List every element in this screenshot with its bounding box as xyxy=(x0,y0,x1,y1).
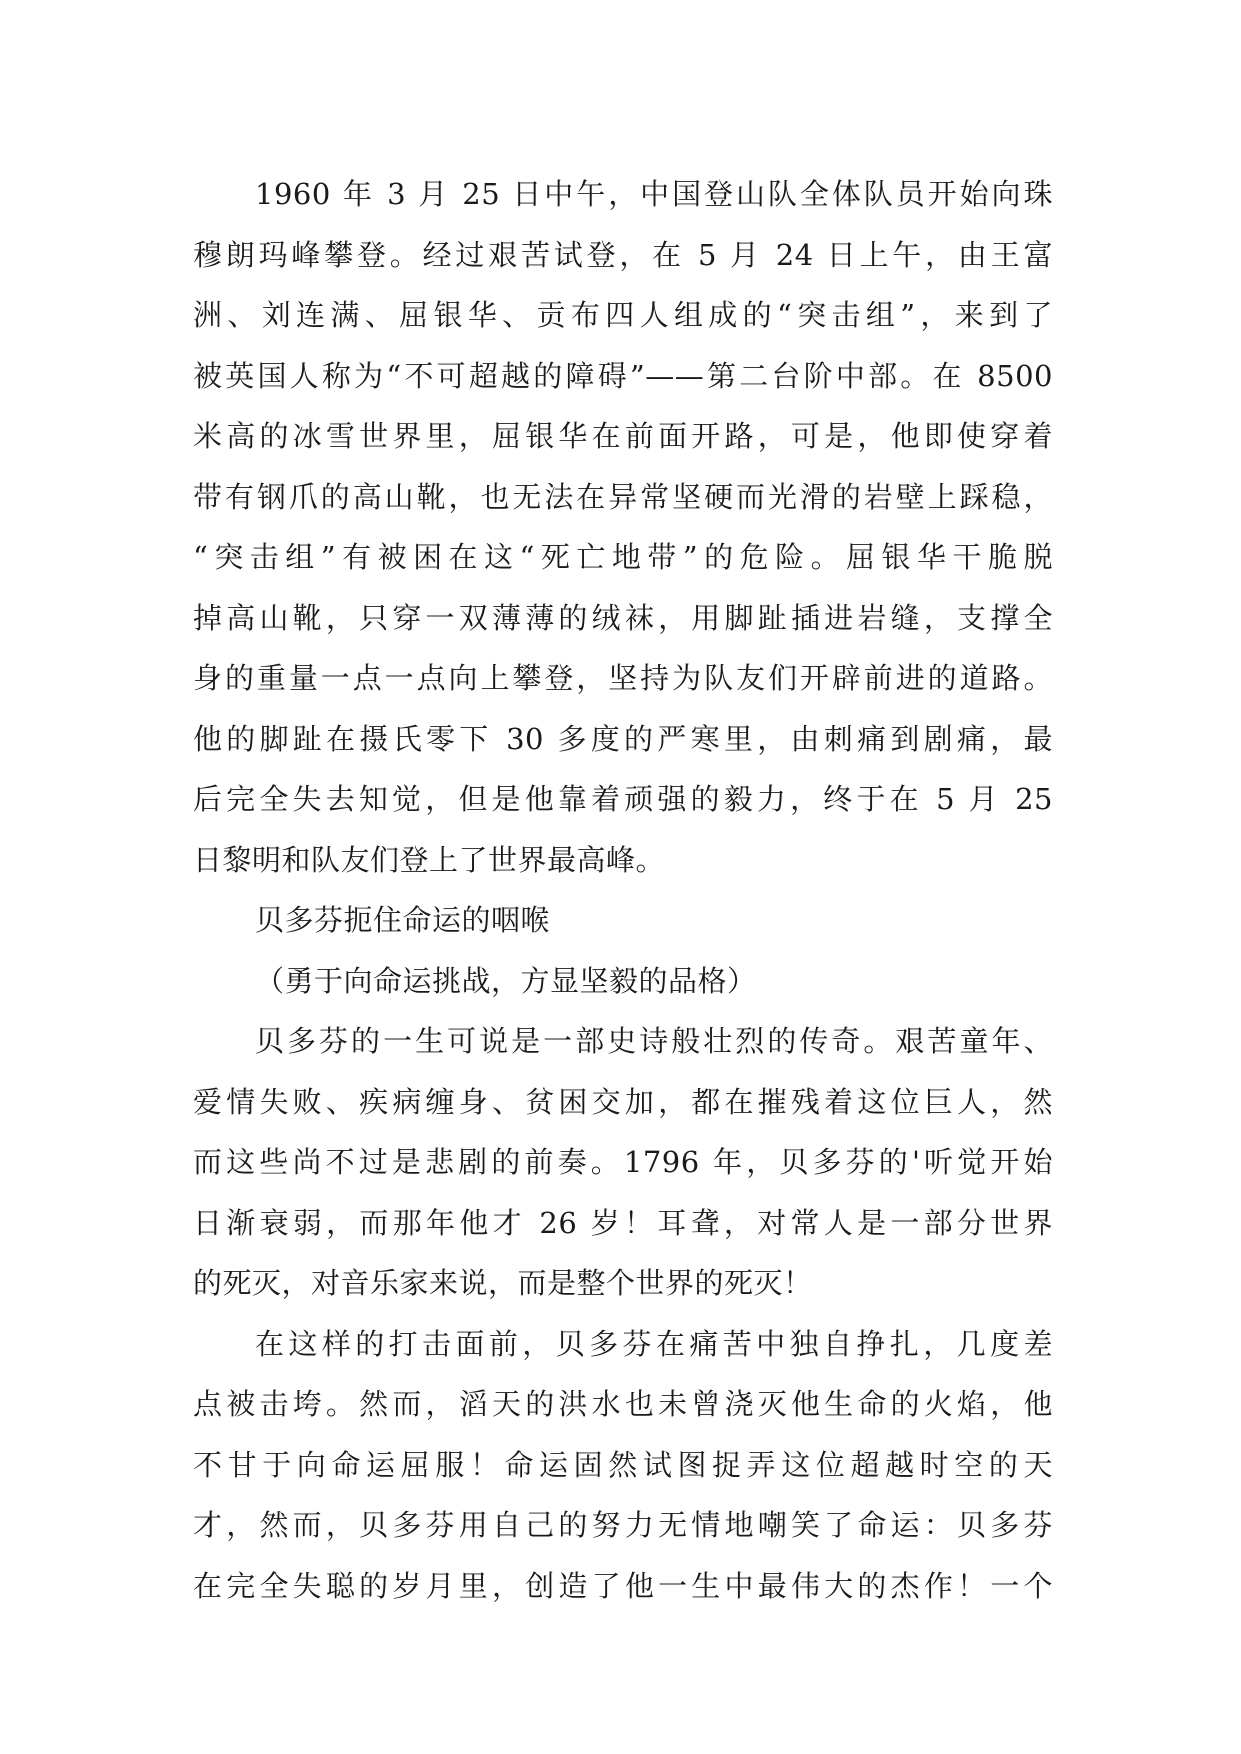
text-line: 被英国人称为“不可超越的障碍”——第二台阶中部。在 8500 xyxy=(193,358,1053,393)
text-line: “突击组”有被困在这“死亡地带”的危险。屈银华干脆脱 xyxy=(193,540,1053,574)
section-subtitle: （勇于向命运挑战，方显坚毅的品格） xyxy=(255,963,757,998)
text-line: 日渐衰弱，而那年他才 26 岁！耳聋，对常人是一部分世界 xyxy=(193,1205,1053,1240)
text-line: 在完全失聪的岁月里，创造了他一生中最伟大的杰作！一个 xyxy=(193,1568,1053,1603)
text-line: 1960 年 3 月 25 日中午，中国登山队全体队员开始向珠 xyxy=(255,177,1053,211)
text-line: 才，然而，贝多芬用自己的努力无情地嘲笑了命运：贝多芬 xyxy=(193,1508,1053,1542)
text-line: 穆朗玛峰攀登。经过艰苦试登，在 5 月 24 日上午，由王富 xyxy=(193,237,1053,272)
document-body xyxy=(193,164,1053,1616)
text-line: 在这样的打击面前，贝多芬在痛苦中独自挣扎，几度差 xyxy=(255,1326,1053,1361)
text-line: 米高的冰雪世界里，屈银华在前面开路，可是，他即使穿着 xyxy=(193,419,1053,453)
text-line: 爱情失败、疾病缠身、贫困交加，都在摧残着这位巨人，然 xyxy=(193,1084,1053,1119)
text-line: 贝多芬的一生可说是一部史诗般壮烈的传奇。艰苦童年、 xyxy=(255,1024,1053,1058)
text-line: 掉高山靴，只穿一双薄薄的绒袜，用脚趾插进岩缝，支撑全 xyxy=(193,600,1053,635)
text-line: 带有钢爪的高山靴，也无法在异常坚硬而光滑的岩壁上踩稳， xyxy=(193,479,1053,514)
section-title: 贝多芬扼住命运的咽喉 xyxy=(255,903,551,937)
text-line: 日黎明和队友们登上了世界最高峰。 xyxy=(193,842,666,877)
text-line: 点被击垮。然而，滔天的洪水也未曾浇灭他生命的火焰，他 xyxy=(193,1387,1053,1421)
text-line: 的死灭，对音乐家来说，而是整个世界的死灭！ xyxy=(193,1266,813,1300)
text-line: 身的重量一点一点向上攀登，坚持为队友们开辟前进的道路。 xyxy=(193,661,1053,695)
text-line: 而这些尚不过是悲剧的前奏。1796 年，贝多芬的'听觉开始 xyxy=(193,1145,1053,1179)
text-line: 洲、刘连满、屈银华、贡布四人组成的“突击组”，来到了 xyxy=(193,298,1053,332)
text-line: 他的脚趾在摄氏零下 30 多度的严寒里，由刺痛到剧痛，最 xyxy=(193,721,1053,756)
text-line: 后完全失去知觉，但是他靠着顽强的毅力，终于在 5 月 25 xyxy=(193,782,1053,816)
text-line: 不甘于向命运屈服！命运固然试图捉弄这位超越时空的天 xyxy=(193,1447,1053,1482)
